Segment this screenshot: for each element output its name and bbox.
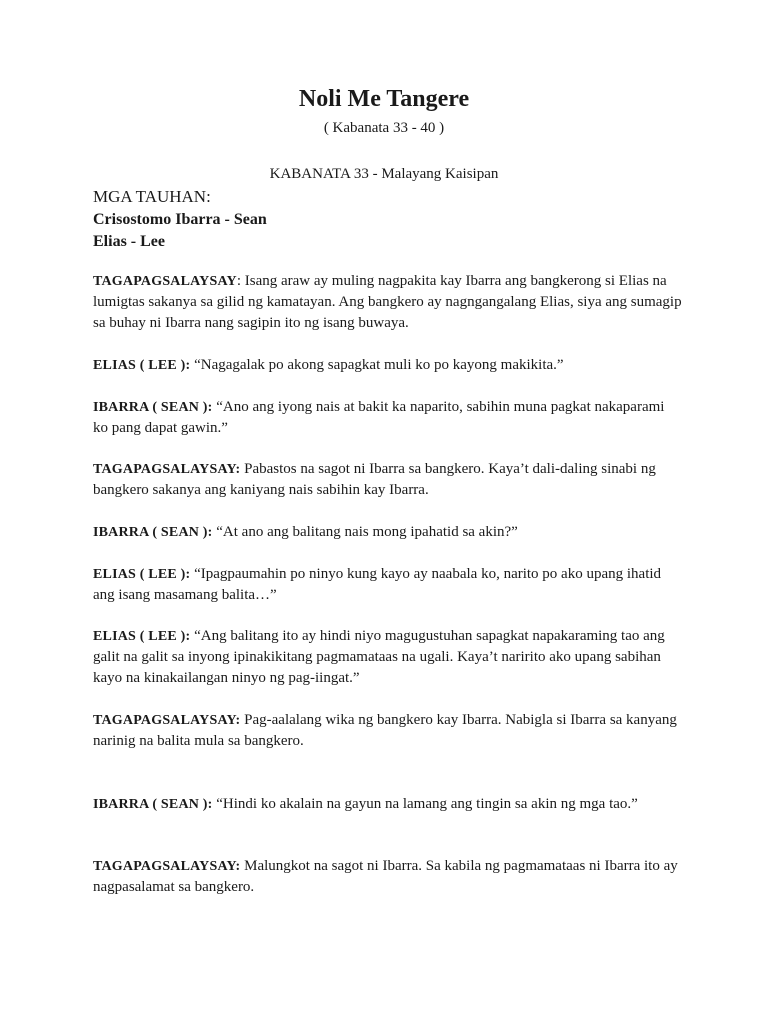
speaker-label: IBARRA ( SEAN ): xyxy=(93,400,213,415)
chapter-heading: KABANATA 33 - Malayang Kaisipan xyxy=(269,166,499,182)
cast-list xyxy=(93,209,267,253)
line-text: Isang araw ay muling nagpakita kay Ibarra ang bangkerong si Elias na lumigtas sakanya sa gilid ng kamatayan. Ang bangkero ay nagngangalang Elias, siya ang sumagip sa buhay ni Ibarra nang sagipin ito ng isang buwaya. xyxy=(93,273,682,331)
cast-item: Elias - Lee xyxy=(93,233,165,250)
line-text: “At ano ang balitang nais mong ipahatid sa akin?” xyxy=(216,524,518,540)
speaker-label: TAGAPAGSALAYSAY: xyxy=(93,713,241,728)
document-subtitle: ( Kabanata 33 - 40 ) xyxy=(323,120,445,136)
line-text: Pag-aalalang wika ng bangkero kay Ibarra. Nabigla si Ibarra sa kanyang narinig na balita mula sa bangkero. xyxy=(93,712,677,749)
line-text: “Ipagpaumahin po ninyo kung kayo ay naabala ko, narito po ako upang ihatid ang isang masamang balita…” xyxy=(93,566,662,603)
speaker-label: IBARRA ( SEAN ): xyxy=(93,797,213,812)
speaker-label: IBARRA ( SEAN ): xyxy=(93,525,213,540)
line-text: “Ang balitang ito ay hindi niyo magugustuhan sapagkat napakaraming tao ang galit na galit sa inyong ipinakikitang pagmamataas na ugali. Kaya’t naririto ako upang sabihan kayo na kinakailangan ninyo ng pag-iingat.” xyxy=(93,628,665,686)
speaker-label: ELIAS ( LEE ): xyxy=(93,629,191,644)
dialogue-line xyxy=(93,794,683,815)
dialogue-line xyxy=(93,355,683,376)
dialogue-line xyxy=(93,397,683,439)
line-text: “Ano ang iyong nais at bakit ka naparito, sabihin muna pagkat nakaparami ko pang dapat gawin.” xyxy=(93,399,665,436)
line-text: “Nagagalak po akong sapagkat muli ko po kayong makikita.” xyxy=(194,357,564,373)
cast-item: Crisostomo Ibarra - Sean xyxy=(93,211,267,228)
line-text: Malungkot na sagot ni Ibarra. Sa kabila ng pagmamataas ni Ibarra ito ay nagpasalamat sa bangkero. xyxy=(93,858,678,895)
dialogue-line xyxy=(93,710,683,752)
speaker-label: TAGAPAGSALAYSAY: xyxy=(93,462,241,477)
dialogue-line: TAGAPAGSALAYSAY: Isang araw ay muling nagpakita kay Ibarra ang bangkerong si Elias na lumigtas sakanya sa gilid ng kamatayan. Ang bangkero ay nagngangalang Elias, siya ang sumagip sa buhay ni Ibarra nang sagipin ito ng isang buwaya. xyxy=(93,273,682,331)
dialogue-line xyxy=(93,459,683,501)
speaker-label: TAGAPAGSALAYSAY: xyxy=(93,859,241,874)
document-title: Noli Me Tangere xyxy=(298,86,470,112)
dialogue-line xyxy=(93,626,683,689)
speaker-label: ELIAS ( LEE ): xyxy=(93,567,191,582)
dialogue-line xyxy=(93,856,683,898)
dialogue-line xyxy=(93,522,683,543)
speaker-label: ELIAS ( LEE ): xyxy=(93,358,191,373)
dialogue-line xyxy=(93,564,683,606)
line-text: “Hindi ko akalain na gayun na lamang ang tingin sa akin ng mga tao.” xyxy=(216,796,638,812)
cast-heading: MGA TAUHAN: xyxy=(93,187,211,206)
speaker-label: TAGAPAGSALAYSAY xyxy=(93,274,237,289)
line-text: Pabastos na sagot ni Ibarra sa bangkero. Kaya’t dali-daling sinabi ng bangkero sakanya ang kaniyang nais sabihin kay Ibarra. xyxy=(93,461,656,498)
